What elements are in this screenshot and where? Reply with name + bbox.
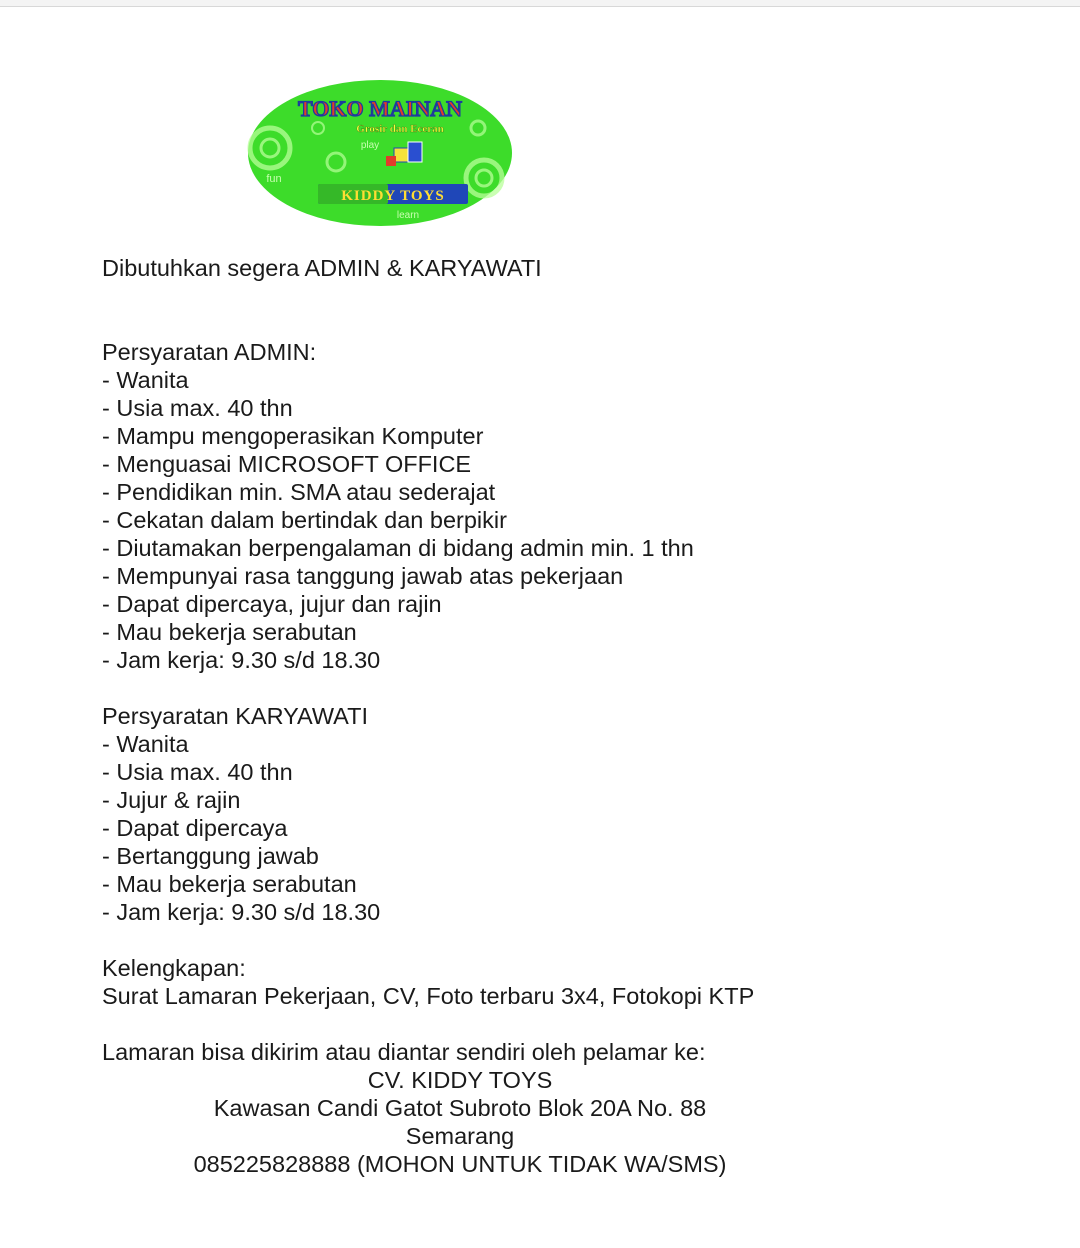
spacer [102,282,1042,338]
karyawati-item: - Bertanggung jawab [102,843,319,869]
logo-word-learn: learn [396,210,420,221]
karyawati-item: - Wanita [102,731,189,757]
admin-section [102,338,1042,674]
admin-item: - Wanita [102,367,189,393]
contact-phone: 085225828888 (MOHON UNTUK TIDAK WA/SMS) [193,1151,727,1177]
admin-item: - Mampu mengoperasikan Komputer [102,423,484,449]
admin-item: - Jam kerja: 9.30 s/d 18.30 [102,647,381,673]
karyawati-section [102,702,1042,926]
toko-mainan-logo [246,78,514,228]
karyawati-item: - Usia max. 40 thn [102,759,293,785]
logo-word-fun: fun [266,173,282,185]
admin-item: - Dapat dipercaya, jujur dan rajin [102,591,442,617]
admin-item: - Pendidikan min. SMA atau sederajat [102,479,496,505]
toy-block-icon [386,156,396,166]
contact-city: Semarang [405,1123,515,1149]
admin-item: - Usia max. 40 thn [102,395,293,421]
job-posting [102,254,1042,1178]
admin-item: - Diutamakan berpengalaman di bidang admin min. 1 thn [102,535,694,561]
toy-block-icon [394,148,408,162]
admin-heading: Persyaratan ADMIN: [102,339,317,365]
kelengkapan-text: Surat Lamaran Pekerjaan, CV, Foto terbaru 3x4, Fotokopi KTP [102,983,755,1009]
admin-item: - Mau bekerja serabutan [102,619,357,645]
admin-item: - Mempunyai rasa tanggung jawab atas pekerjaan [102,563,624,589]
logo-brand: KIDDY TOYS [341,188,445,204]
karyawati-item: - Jujur & rajin [102,787,241,813]
admin-item: - Menguasai MICROSOFT OFFICE [102,451,472,477]
admin-item: - Cekatan dalam bertindak dan berpikir [102,507,507,533]
logo-graphic [246,78,514,228]
karyawati-item: - Dapat dipercaya [102,815,288,841]
headline: Dibutuhkan segera ADMIN & KARYAWATI [102,255,542,281]
toy-block-icon [408,142,422,162]
spacer [102,926,1042,954]
spacer [102,674,1042,702]
contact-section [102,1038,1042,1178]
logo-word-play: play [360,140,380,151]
contact-intro: Lamaran bisa dikirim atau diantar sendiri oleh pelamar ke: [102,1039,706,1065]
kelengkapan-section [102,954,1042,1010]
karyawati-heading: Persyaratan KARYAWATI [102,703,368,729]
kelengkapan-heading: Kelengkapan: [102,955,246,981]
top-border [0,0,1080,7]
logo-subtitle: Grosir dan Eceran [356,123,444,135]
karyawati-item: - Jam kerja: 9.30 s/d 18.30 [102,899,381,925]
contact-address: Kawasan Candi Gatot Subroto Blok 20A No. 88 [213,1095,707,1121]
contact-company: CV. KIDDY TOYS [367,1067,553,1093]
logo-title: TOKO MAINAN [298,96,462,121]
karyawati-item: - Mau bekerja serabutan [102,871,357,897]
spacer [102,1010,1042,1038]
